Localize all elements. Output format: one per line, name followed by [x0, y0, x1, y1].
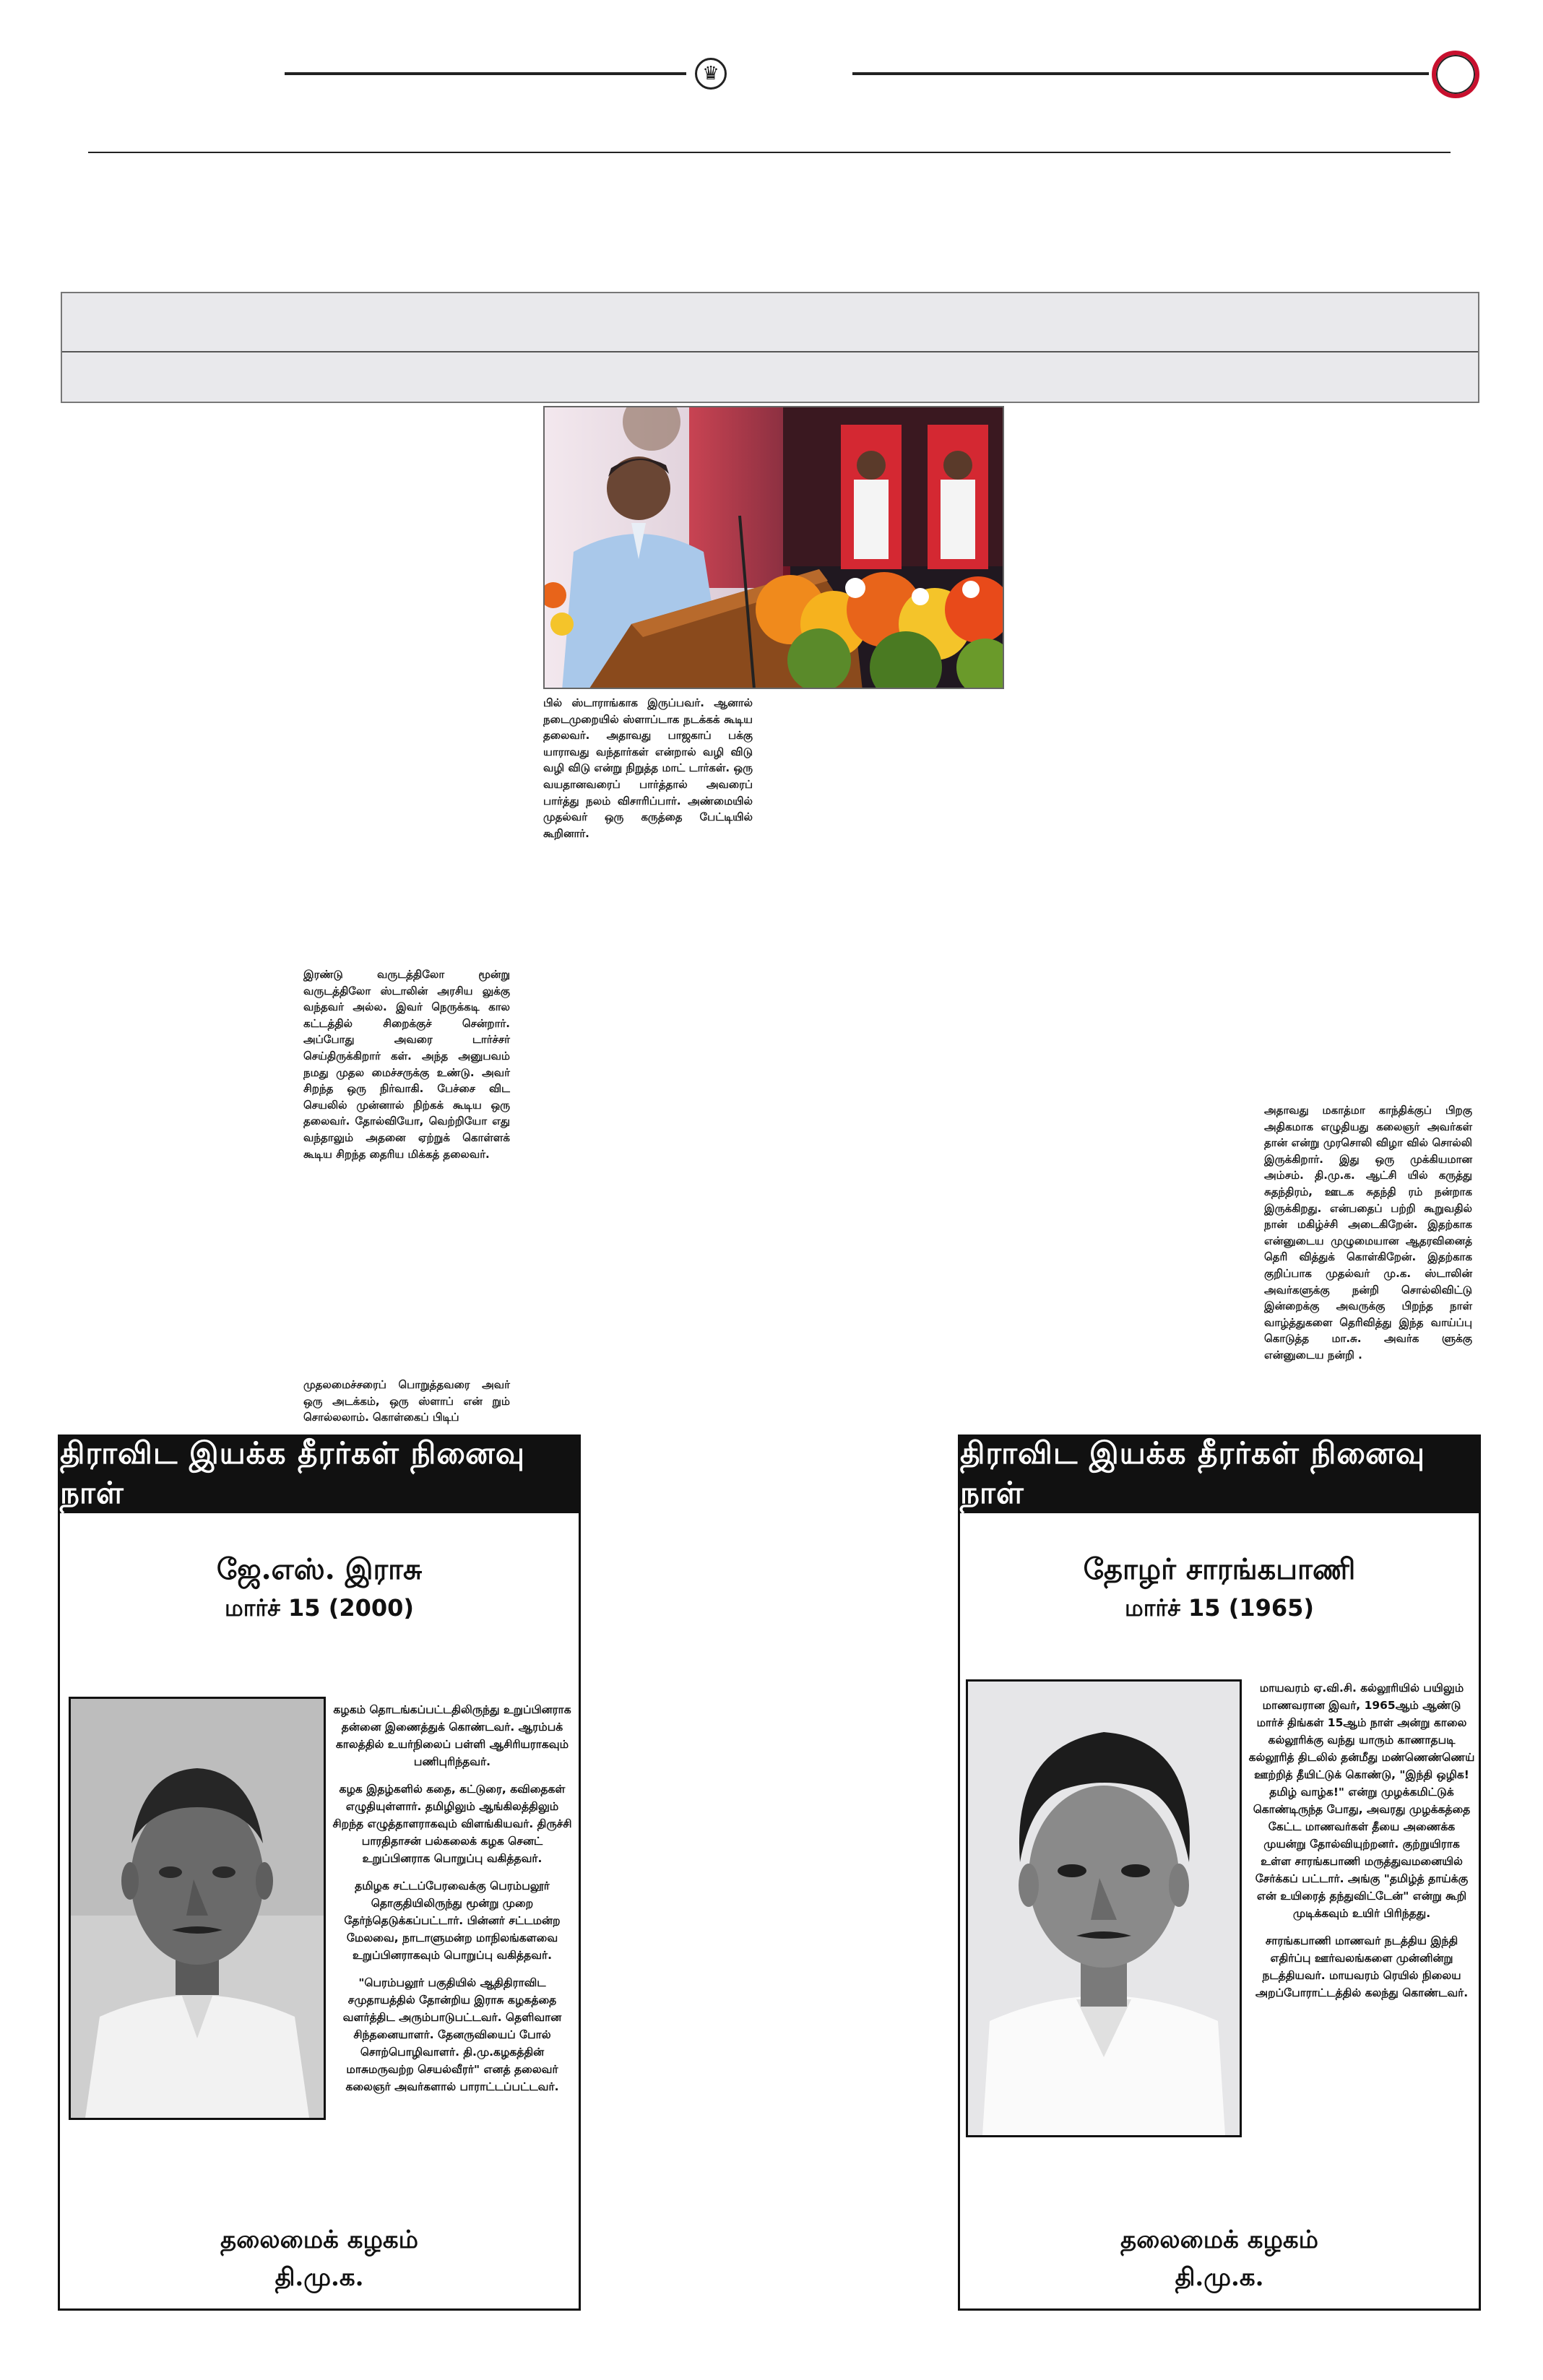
left-text-column: இரண்டு வருடத்திலோ மூன்று வருடத்திலோ ஸ்டாலின் அரசிய லுக்கு வந்தவர் அல்ல. இவர் நெருக்கடி கால கட்டத்தில் சிறைக்குச் சென்றார். அப்போது அவரை டார்ச்சர் செய்திருக்கிறார் கள். அந்த அனுபவம் நமது முதல மைச்சருக்கு உண்டு. அவர் சிறந்த ஒரு நிர்வாகி. பேச்சை விட செயலில் முன்னால் நிற்கக் கூடிய ஒரு தலைவர். தோல்வியோ, வெற்றியோ எது வந்தாலும் அதனை ஏற்றுக் கொள்ளக் கூடிய சிறந்த தைரிய மிக்கத் தலைவர்.	[303, 968, 510, 1161]
red-ring-icon	[1432, 51, 1479, 98]
young-man-portrait	[966, 1679, 1242, 2137]
memorial-box-sarangapani	[958, 1435, 1481, 2311]
memorial-date: மார்ச் 15 (2000)	[224, 1594, 415, 1622]
bio-paragraph: மாயவரம் ஏ.வி.சி. கல்லூரியில் பயிலும் மாணவரான இவர், 1965ஆம் ஆண்டு மார்ச் திங்கள் 15ஆம் நாள் அன்று காலை கல்லூரிக்கு வந்து யாரும் காணாதபடி கல்லூரித் திடலில் தன்மீது மண்ணெண்ணெய் ஊற்றித் தீயிட்டுக் கொண்டு, "இந்தி ஒழிக! தமிழ் வாழ்க!" என்று முழக்கமிட்டுக் கொண்டிருந்த போது, அவரது முழக்கத்தை கேட்ட மாணவர்கள் தீயை அணைக்க முயன்று தோல்வியுற்றனர். குற்றுயிராக உள்ள சாரங்கபாணி மருத்துவமனையில் சேர்க்கப் பட்டார். அங்கு "தமிழ்த் தாய்க்கு என் உயிரைத் தந்துவிட்டேன்" என்று கூறி முடிக்கவும் உயிர் பிரிந்தது.	[1248, 1682, 1475, 1920]
memorial-header: திராவிட இயக்க தீரர்கள் நினைவு நாள்	[960, 1437, 1479, 1513]
memorial-header: திராவிட இயக்க தீரர்கள் நினைவு நாள்	[60, 1437, 579, 1513]
memorial-name: ஜே.எஸ். இராசு	[216, 1552, 423, 1586]
bio-paragraph: "பெரம்பலூர் பகுதியில் ஆதிதிராவிட சமுதாயத்தில் தோன்றிய இராசு கழகத்தை வளர்த்திட அரும்பாடுபட்டவர். தெளிவான சிந்தனையாளர். தேனருவியைப் போல் சொற்பொழிவாளர். தி.மு.கழகத்தின் மாசுமருவற்ற செயல்வீரர்" எனத் தலைவர் கலைஞர் அவர்களால் பாராட்டப்பட்டவர்.	[342, 1976, 562, 2093]
elderly-man-portrait	[69, 1697, 326, 2120]
footer-line-1: தலைமைக் கழகம்	[220, 2225, 418, 2254]
memorial-box-rasu	[58, 1435, 581, 2311]
portrait-illustration	[71, 1699, 324, 2118]
memorial-bio	[1248, 1679, 1476, 2012]
memorial-footer	[60, 2221, 579, 2296]
memorial-name: தோழர் சாரங்கபாணி	[1083, 1552, 1356, 1586]
photo-illustration	[545, 407, 1004, 689]
headline-banner	[61, 292, 1479, 403]
left-bottom-fragment: முதலமைச்சரைப் பொறுத்தவரை அவர் ஒரு அடக்கம், ஒரு ஸ்ளாப் என் றும் சொல்லலாம். கொள்கைப் பிடிப்	[303, 1378, 510, 1424]
center-caption-column: பில் ஸ்டாராங்காக இருப்பவர். ஆனால் நடைமுறையில் ஸ்ளாப்டாக நடக்கக் கூடிய தலைவர். அதாவது பாஜகாப் பக்கு யாராவது வந்தார்கள் என்றால் வழி விடு வழி விடு என்று நிறுத்த மாட் டார்கள். ஒரு வயதானவரைப் பார்த்தால் அவரைப் பார்த்து நலம் விசாரிப்பார். அண்மையில் முதல்வர் ஒரு கருத்தை பேட்டியில் கூறினார்.	[543, 696, 753, 840]
bio-paragraph: கழகம் தொடங்கப்பட்டதிலிருந்து உறுப்பினராக தன்னை இணைத்துக் கொண்டவர். ஆரம்பக் காலத்தில் உயர்நிலைப் பள்ளி ஆசிரியராகவும் பணிபுரிந்தவர்.	[333, 1703, 571, 1768]
masthead-rule-left	[285, 72, 686, 75]
bio-paragraph: கழக இதழ்களில் கதை, கட்டுரை, கவிதைகள் எழுதியுள்ளார். தமிழிலும் ஆங்கிலத்திலும் சிறந்த எழுத்தாளராகவும் விளங்கியவர். திருச்சி பாரதிதாசன் பல்கலைக் கழக செனட் உறுப்பினராக பொறுப்பு வகித்தவர்.	[332, 1783, 572, 1865]
right-text-column: அதாவது மகாத்மா காந்திக்குப் பிறகு அதிகமாக எழுதியது கலைஞர் அவர்கள் தான் என்று முரசொலி விழா வில் சொல்லி இருக்கிறார். இது ஒரு முக்கியமான அம்சம். தி.மு.க. ஆட்சி யில் கருத்து சுதந்திரம், ஊடக சுதந்தி ரம் நன்றாக இருக்கிறது. என்பதைப் பற்றி கூறுவதில் நான் மகிழ்ச்சி அடைகிறேன். இதற்காக என்னுடைய முழுமையான ஆதரவினைத் தெரி வித்துக் கொள்கிறேன். இதற்காக குறிப்பாக முதல்வர் மு.க. ஸ்டாலின் அவர்களுக்கு நன்றி சொல்லிவிட்டு இன்றைக்கு அவருக்கு பிறந்த நாள் வாழ்த்துகளை தெரிவித்து இந்த வாய்ப்பு கொடுத்த மா.சு. அவர்க ளுக்கு என்னுடைய நன்றி .	[1264, 1104, 1472, 1362]
banner-divider	[62, 351, 1478, 352]
memorial-bio	[332, 1701, 573, 2106]
elephant-emblem-icon: ♛	[695, 58, 727, 90]
masthead-rule-right	[852, 72, 1429, 75]
footer-line-1: தலைமைக் கழகம்	[1120, 2225, 1318, 2254]
portrait-illustration	[968, 1682, 1240, 2135]
memorial-footer	[960, 2221, 1479, 2296]
bio-paragraph: சாரங்கபாணி மாணவர் நடத்திய இந்தி எதிர்ப்பு ஊர்வலங்களை முன்னின்று நடத்தியவர். மாயவரம் ரெயில் நிலைய அறப்போராட்டத்தில் கலந்து கொண்டவர்.	[1255, 1934, 1469, 1999]
bio-paragraph: தமிழக சட்டப்பேரவைக்கு பெரம்பலூர் தொகுதியிலிருந்து மூன்று முறை தேர்ந்தெடுக்கப்பட்டார். பின்னர் சட்டமன்ற மேலவை, நாடாளுமன்ற மாநிலங்களவை உறுப்பினராகவும் பொறுப்பு வகித்தவர்.	[344, 1879, 561, 1962]
footer-line-2: தி.மு.க.	[1175, 2263, 1264, 2292]
footer-line-2: தி.மு.க.	[275, 2263, 364, 2292]
speaker-at-podium-photo	[543, 406, 1004, 689]
memorial-date: மார்ச் 15 (1965)	[1124, 1594, 1315, 1622]
header-divider	[88, 152, 1451, 153]
